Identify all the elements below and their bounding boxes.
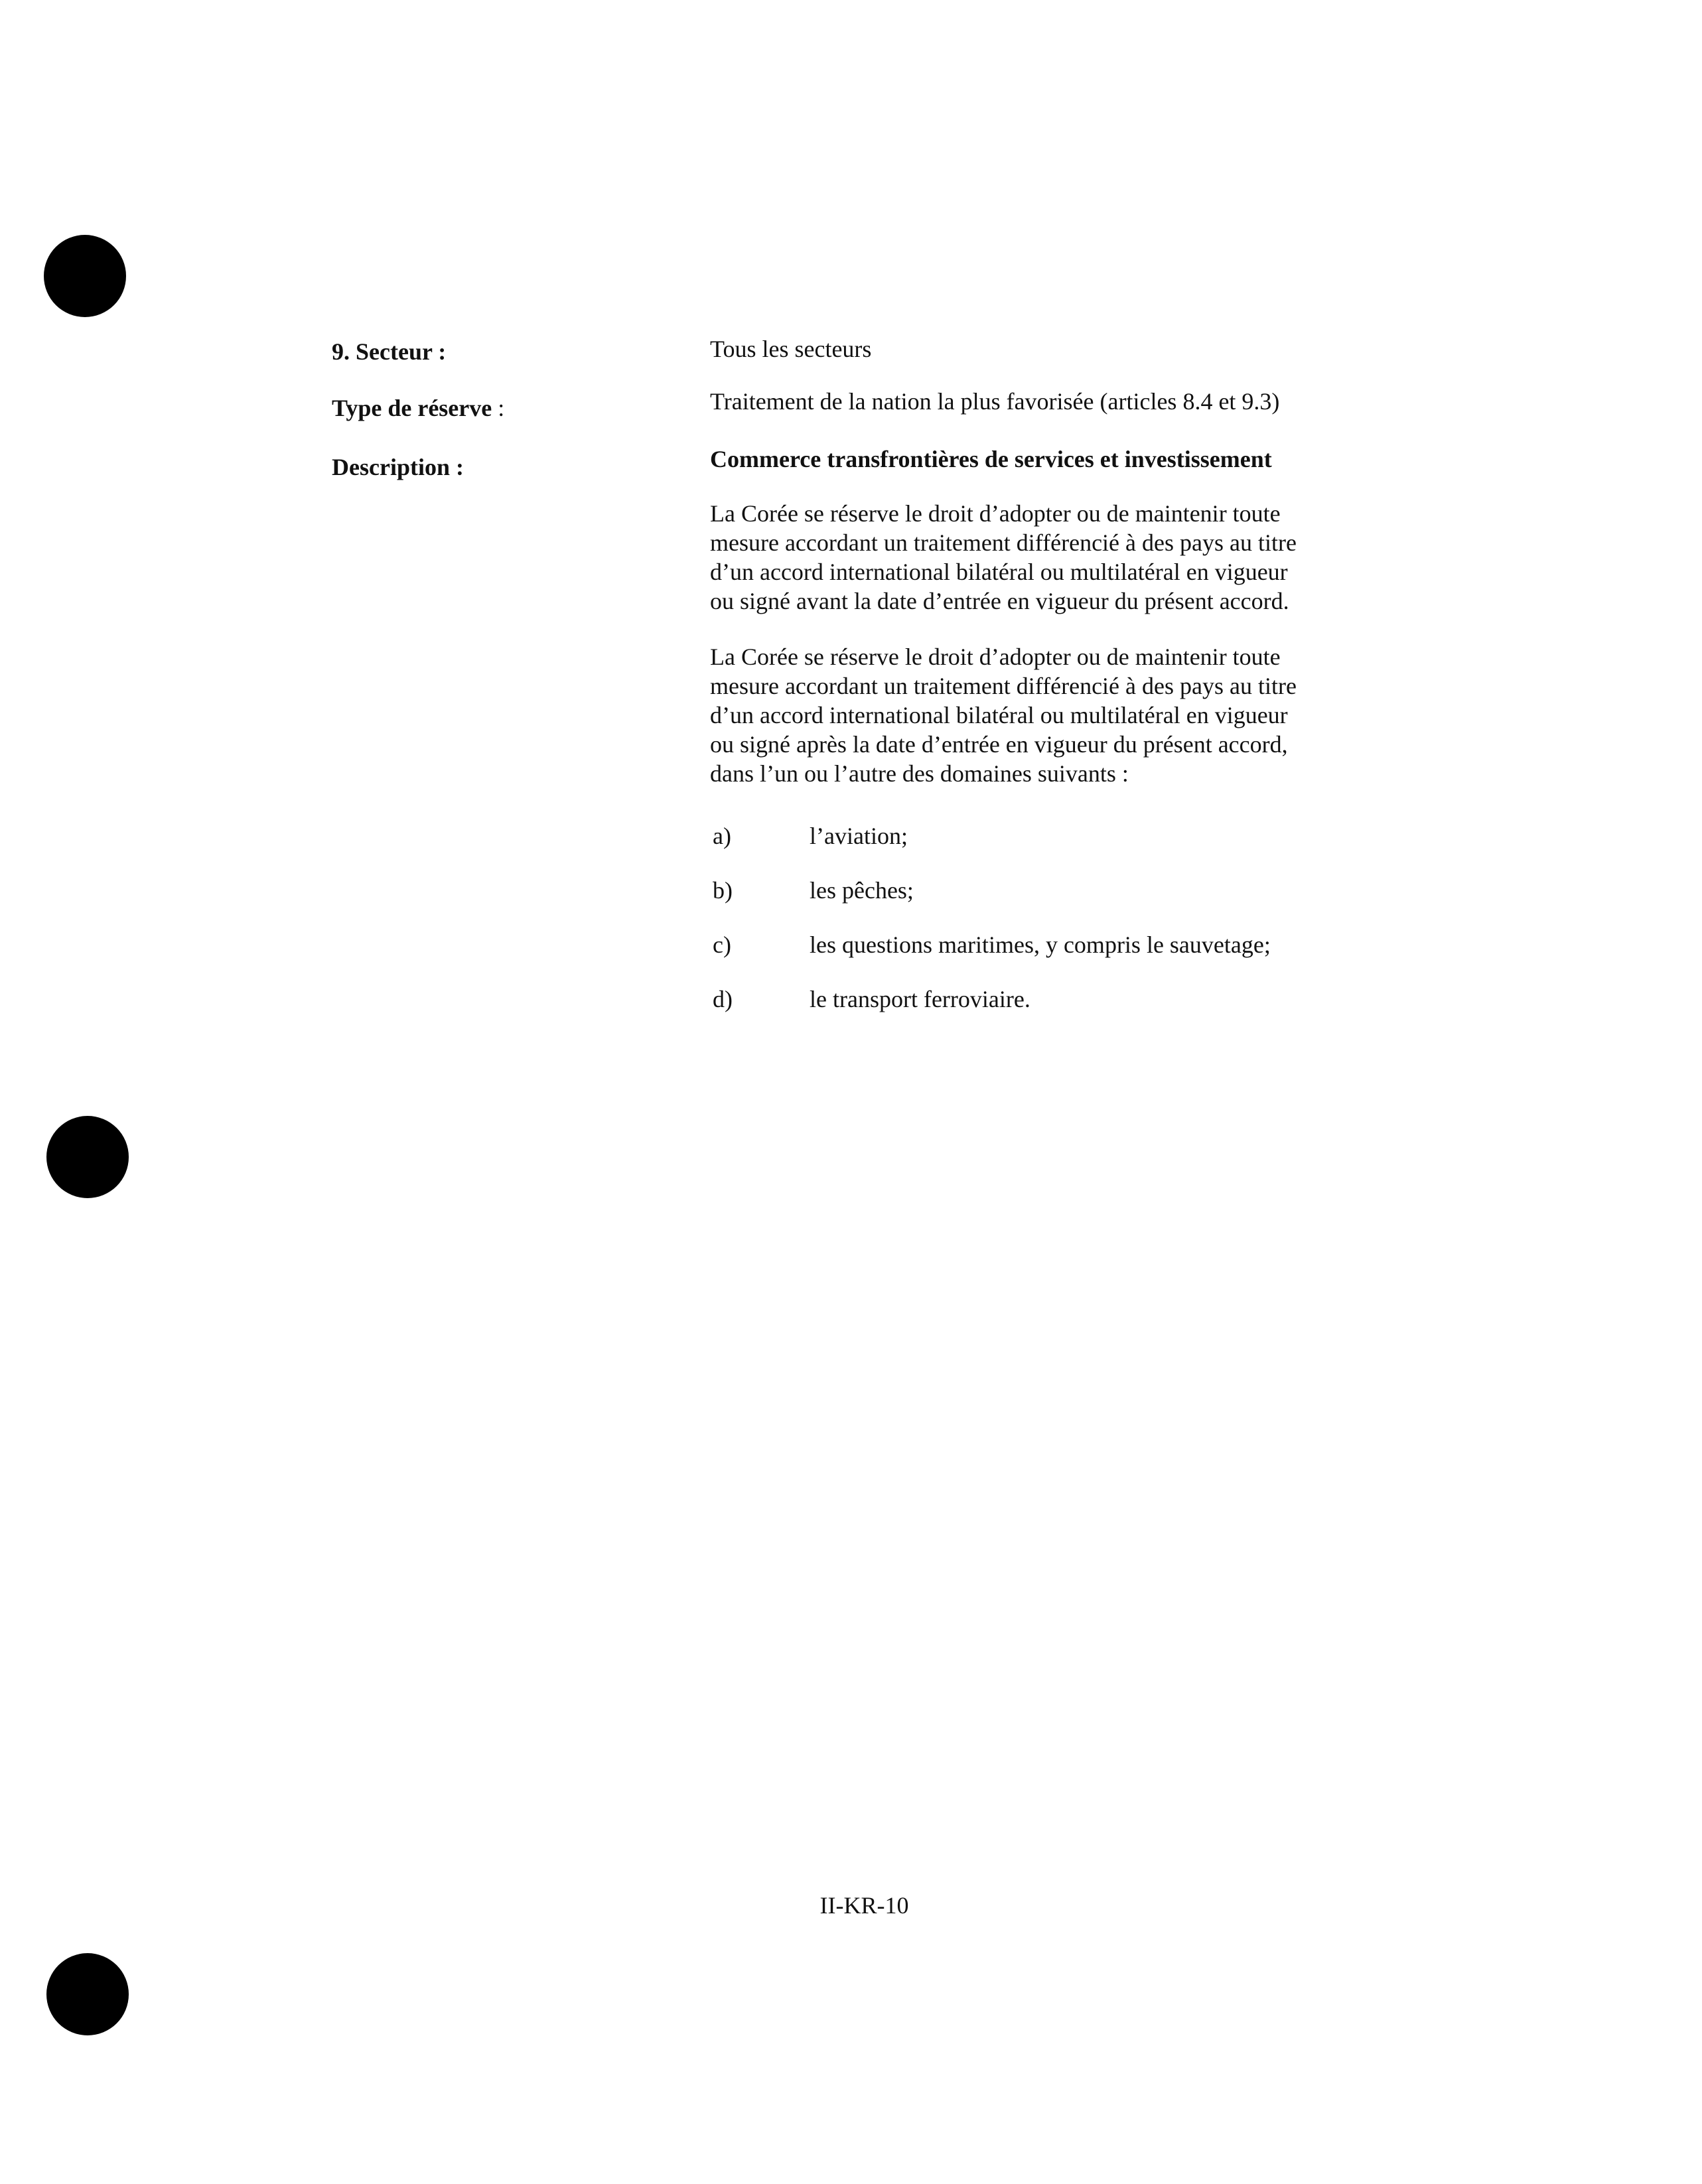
page-number: II-KR-10 xyxy=(819,1892,909,1919)
reservation-type-label-row xyxy=(332,393,504,423)
sector-label: 9. Secteur : xyxy=(332,338,447,365)
list-marker: c) xyxy=(713,931,731,958)
list-item xyxy=(713,876,914,905)
list-item xyxy=(713,821,908,851)
sector-value: Tous les secteurs xyxy=(710,336,872,362)
list-marker: d) xyxy=(713,986,733,1012)
reservation-type-label: Type de réserve xyxy=(332,395,492,421)
list-item xyxy=(713,985,1030,1014)
list-marker: a) xyxy=(713,823,731,849)
paragraph-line: mesure accordant un traitement différencié à des pays au titre xyxy=(710,673,1297,699)
list-item xyxy=(713,930,1271,959)
paragraph-line: La Corée se réserve le droit d’adopter ou de maintenir toute xyxy=(710,500,1281,527)
paragraph-after-entry xyxy=(710,642,1374,788)
list-text: le transport ferroviaire. xyxy=(810,986,1030,1012)
list-text: les pêches; xyxy=(810,877,914,904)
paragraph-line: ou signé après la date d’entrée en vigueur du présent accord, xyxy=(710,731,1288,758)
paragraph-line: La Corée se réserve le droit d’adopter ou de maintenir toute xyxy=(710,644,1281,670)
paragraph-line: mesure accordant un traitement différencié à des pays au titre xyxy=(710,529,1297,556)
description-heading: Commerce transfrontières de services et investissement xyxy=(710,446,1272,472)
paragraph-line: dans l’un ou l’autre des domaines suivants : xyxy=(710,760,1129,787)
reservation-type-colon: : xyxy=(498,395,505,421)
paragraph-before-entry xyxy=(710,499,1374,616)
paragraph-line: ou signé avant la date d’entrée en vigueur du présent accord. xyxy=(710,588,1289,614)
paragraph-line: d’un accord international bilatéral ou multilatéral en vigueur xyxy=(710,702,1288,728)
list-marker: b) xyxy=(713,877,733,904)
list-text: les questions maritimes, y compris le sauvetage; xyxy=(810,931,1271,958)
description-label: Description : xyxy=(332,454,464,480)
reservation-type-value: Traitement de la nation la plus favorisée (articles 8.4 et 9.3) xyxy=(710,388,1280,415)
list-text: l’aviation; xyxy=(810,823,908,849)
paragraph-line: d’un accord international bilatéral ou multilatéral en vigueur xyxy=(710,559,1288,585)
